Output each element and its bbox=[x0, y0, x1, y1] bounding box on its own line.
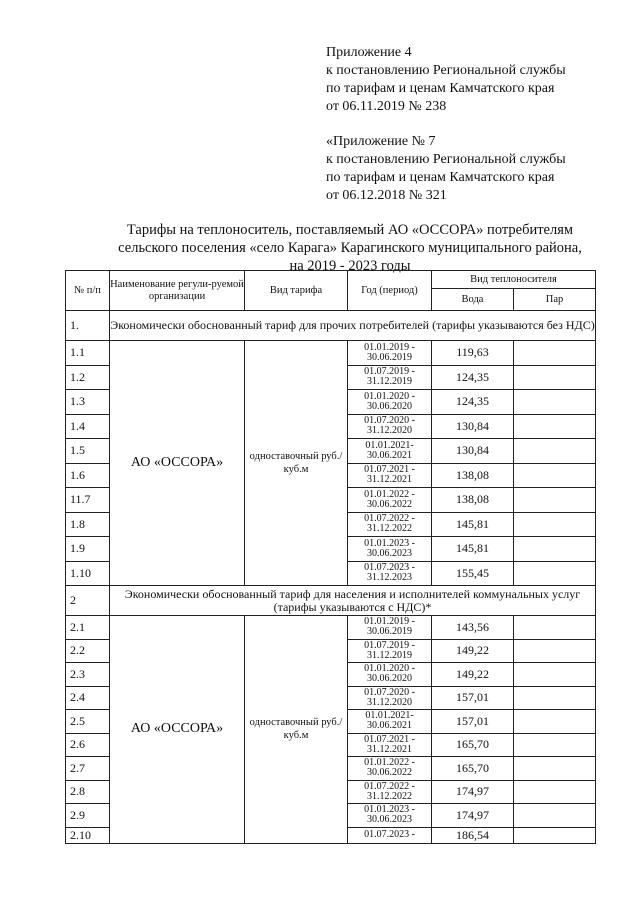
appendix-4-line: Приложение 4 bbox=[326, 45, 412, 60]
row-period: 01.01.2019 - 30.06.2019 bbox=[348, 341, 432, 366]
appendix-7-line: от 06.12.2018 № 321 bbox=[326, 188, 447, 203]
appendix-4-line: к постановлению Региональной службы bbox=[326, 63, 566, 78]
row-steam bbox=[514, 686, 596, 710]
header-org: Наименование регули-руемой организации bbox=[110, 271, 245, 311]
appendix-7-line: «Приложение № 7 bbox=[326, 134, 436, 149]
row-steam bbox=[514, 512, 596, 537]
row-period: 01.07.2019 - 31.12.2019 bbox=[348, 639, 432, 663]
row-water: 130,84 bbox=[432, 414, 514, 439]
row-period: 01.01.2021- 30.06.2021 bbox=[348, 710, 432, 734]
row-steam bbox=[514, 804, 596, 828]
row-steam bbox=[514, 414, 596, 439]
row-water: 186,54 bbox=[432, 827, 514, 843]
row-period: 01.01.2023 - 30.06.2023 bbox=[348, 537, 432, 562]
row-water: 124,35 bbox=[432, 365, 514, 390]
row-period: 01.07.2020 - 31.12.2020 bbox=[348, 686, 432, 710]
row-period: 01.07.2023 - 31.12.2023 bbox=[348, 561, 432, 586]
header-num: № п/п bbox=[66, 271, 110, 311]
row-num: 2.2 bbox=[66, 639, 110, 663]
row-num: 1.5 bbox=[66, 439, 110, 464]
appendix-7-line: по тарифам и ценам Камчатского края bbox=[326, 170, 555, 185]
row-num: 2.1 bbox=[66, 616, 110, 640]
row-period: 01.01.2020 - 30.06.2020 bbox=[348, 390, 432, 415]
row-steam bbox=[514, 561, 596, 586]
row-period: 01.01.2019 - 30.06.2019 bbox=[348, 616, 432, 640]
row-water: 174,97 bbox=[432, 780, 514, 804]
document-title bbox=[60, 221, 640, 275]
row-steam bbox=[514, 757, 596, 781]
row-steam bbox=[514, 780, 596, 804]
row-num: 1.6 bbox=[66, 463, 110, 488]
row-water: 157,01 bbox=[432, 686, 514, 710]
row-period: 01.01.2022 - 30.06.2022 bbox=[348, 757, 432, 781]
section-2-num: 2 bbox=[66, 586, 110, 616]
row-num: 1.4 bbox=[66, 414, 110, 439]
appendix-4-header bbox=[326, 44, 626, 116]
row-num: 2.10 bbox=[66, 827, 110, 843]
row-period: 01.07.2022 - 31.12.2022 bbox=[348, 780, 432, 804]
row-period: 01.07.2020 - 31.12.2020 bbox=[348, 414, 432, 439]
appendix-7-header bbox=[326, 133, 626, 205]
header-tariff-kind: Вид тарифа bbox=[245, 271, 348, 311]
row-water: 165,70 bbox=[432, 757, 514, 781]
row-period: 01.07.2021 - 31.12.2021 bbox=[348, 463, 432, 488]
row-num: 1.9 bbox=[66, 537, 110, 562]
row-period: 01.01.2022 - 30.06.2022 bbox=[348, 488, 432, 513]
row-period: 01.07.2019 - 31.12.2019 bbox=[348, 365, 432, 390]
row-steam bbox=[514, 341, 596, 366]
appendix-7-line: к постановлению Региональной службы bbox=[326, 152, 566, 167]
row-period: 01.07.2023 - bbox=[348, 827, 432, 843]
row-num: 2.5 bbox=[66, 710, 110, 734]
row-steam bbox=[514, 827, 596, 843]
appendix-4-line: от 06.11.2019 № 238 bbox=[326, 99, 447, 114]
header-water: Вода bbox=[432, 289, 514, 311]
org-name: АО «ОССОРА» bbox=[110, 616, 245, 844]
section-1-title: Экономически обоснованный тариф для прочих потребителей (тарифы указываются без НДС) bbox=[110, 311, 596, 341]
header-period: Год (период) bbox=[348, 271, 432, 311]
row-num: 2.3 bbox=[66, 663, 110, 687]
row-steam bbox=[514, 710, 596, 734]
tariff-table bbox=[65, 270, 596, 844]
row-water: 165,70 bbox=[432, 733, 514, 757]
row-steam bbox=[514, 663, 596, 687]
row-water: 119,63 bbox=[432, 341, 514, 366]
row-water: 149,22 bbox=[432, 663, 514, 687]
row-period: 01.07.2022 - 31.12.2022 bbox=[348, 512, 432, 537]
row-num: 2.6 bbox=[66, 733, 110, 757]
row-water: 138,08 bbox=[432, 463, 514, 488]
row-num: 1.10 bbox=[66, 561, 110, 586]
section-1-num: 1. bbox=[66, 311, 110, 341]
header-carrier: Вид теплоносителя bbox=[432, 271, 596, 289]
row-water: 130,84 bbox=[432, 439, 514, 464]
row-water: 155,45 bbox=[432, 561, 514, 586]
row-steam bbox=[514, 733, 596, 757]
row-num: 2.8 bbox=[66, 780, 110, 804]
row-num: 11.7 bbox=[66, 488, 110, 513]
row-water: 124,35 bbox=[432, 390, 514, 415]
tariff-kind: одноставочный руб./куб.м bbox=[245, 616, 348, 844]
row-steam bbox=[514, 390, 596, 415]
row-num: 2.7 bbox=[66, 757, 110, 781]
row-steam bbox=[514, 488, 596, 513]
row-water: 143,56 bbox=[432, 616, 514, 640]
row-water: 138,08 bbox=[432, 488, 514, 513]
row-water: 157,01 bbox=[432, 710, 514, 734]
row-water: 145,81 bbox=[432, 512, 514, 537]
row-steam bbox=[514, 439, 596, 464]
row-num: 1.2 bbox=[66, 365, 110, 390]
row-steam bbox=[514, 463, 596, 488]
row-steam bbox=[514, 639, 596, 663]
org-name: АО «ОССОРА» bbox=[110, 341, 245, 586]
title-line: Тарифы на теплоноситель, поставляемый АО «ОССОРА» потребителям bbox=[126, 222, 574, 238]
title-line: на 2019 - 2023 годы bbox=[289, 258, 411, 274]
row-num: 2.9 bbox=[66, 804, 110, 828]
title-line: сельского поселения «село Карага» Карагинского муниципального района, bbox=[118, 240, 582, 256]
appendix-4-line: по тарифам и ценам Камчатского края bbox=[326, 81, 555, 96]
row-water: 174,97 bbox=[432, 804, 514, 828]
tariff-kind: одноставочный руб./куб.м bbox=[245, 341, 348, 586]
row-num: 1.1 bbox=[66, 341, 110, 366]
row-water: 145,81 bbox=[432, 537, 514, 562]
row-period: 01.07.2021 - 31.12.2021 bbox=[348, 733, 432, 757]
row-num: 2.4 bbox=[66, 686, 110, 710]
row-num: 1.3 bbox=[66, 390, 110, 415]
section-2-title: Экономически обоснованный тариф для населения и исполнителей коммунальных услуг (тарифы указываются с НДС)* bbox=[110, 586, 596, 616]
row-water: 149,22 bbox=[432, 639, 514, 663]
row-period: 01.01.2023 - 30.06.2023 bbox=[348, 804, 432, 828]
row-steam bbox=[514, 537, 596, 562]
header-steam: Пар bbox=[514, 289, 596, 311]
row-period: 01.01.2021- 30.06.2021 bbox=[348, 439, 432, 464]
row-num: 1.8 bbox=[66, 512, 110, 537]
row-steam bbox=[514, 365, 596, 390]
row-steam bbox=[514, 616, 596, 640]
row-period: 01.01.2020 - 30.06.2020 bbox=[348, 663, 432, 687]
